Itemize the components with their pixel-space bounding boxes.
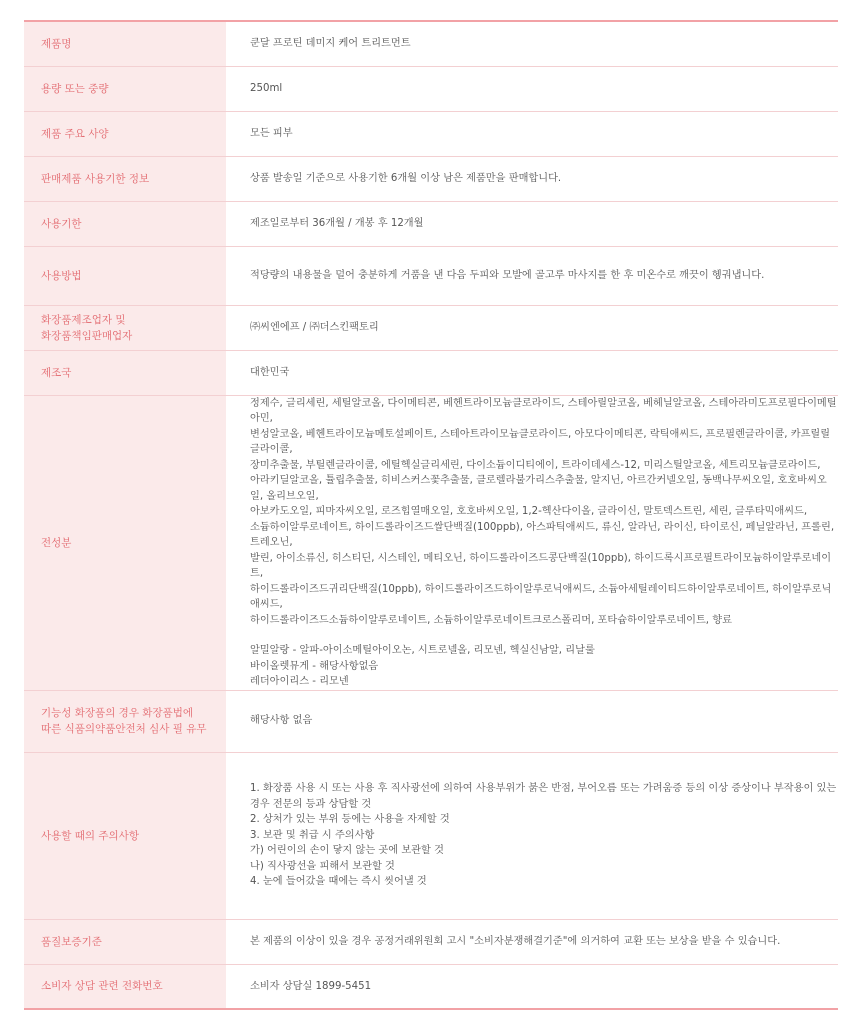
allergen-line: 레더아이리스 - 리모넨 xyxy=(250,676,349,687)
label-ingredients: 전성분 xyxy=(24,395,226,690)
label-functional xyxy=(24,690,226,752)
value-contact: 소비자 상담실 1899-5451 xyxy=(250,980,372,992)
row-specs xyxy=(24,111,838,156)
value-expiry: 제조일로부터 36개월 / 개봉 후 12개월 xyxy=(226,201,838,246)
value-volume: 250ml xyxy=(226,66,838,111)
ingredients-line: 소듐하이알루로네이트, 하이드롤라이즈드쌀단백질(100ppb), 아스파틱애씨드, 류신, 알라닌, 라이신, 타이로신, 페닐알라닌, 프롤린, 트레오닌, xyxy=(250,521,835,548)
value-country: 대한민국 xyxy=(226,350,838,395)
caution-item: 2. 상처가 있는 부위 등에는 사용을 자제할 것 xyxy=(250,814,450,826)
row-expiry-info xyxy=(24,156,838,201)
value-caution xyxy=(226,752,838,919)
value-functional: 해당사항 없음 xyxy=(226,690,838,752)
row-usage xyxy=(24,246,838,305)
row-functional xyxy=(24,690,838,752)
ingredients-line: 하이드롤라이즈드귀리단백질(10ppb), 하이드롤라이즈드하이알루로닉애씨드, 소듐아세틸레이티드하이알루로네이트, 하이알루로닉애씨드, xyxy=(250,583,832,610)
label-functional-line2: 따른 식품의약품안전처 심사 필 유무 xyxy=(41,723,207,735)
ingredients-line: 발린, 아이소류신, 히스티딘, 시스테인, 메티오닌, 하이드롤라이즈드콩단백질(10ppb), 하이드록시프로필트라이모늄하이알루로네이트, xyxy=(250,552,832,579)
row-country xyxy=(24,350,838,395)
product-info-section xyxy=(24,20,838,1010)
label-usage: 사용방법 xyxy=(24,246,226,305)
value-manufacturer: ㈜씨엔에프 / ㈜더스킨팩토리 xyxy=(226,305,838,350)
label-manufacturer xyxy=(24,305,226,350)
label-quality: 품질보증기준 xyxy=(24,919,226,964)
caution-item: 나) 직사광선을 피해서 보관할 것 xyxy=(250,860,395,872)
value-quality: 본 제품의 이상이 있을 경우 공정거래위원회 고시 "소비자분쟁해결기준"에 의거하여 교환 또는 보상을 받을 수 있습니다. xyxy=(226,919,838,964)
ingredients-line: 하이드롤라이즈드소듐하이알루로네이트, 소듐하이알루로네이트크로스폴리머, 포타슘하이알루로네이트, 향료 xyxy=(250,614,732,626)
label-country: 제조국 xyxy=(24,350,226,395)
value-expiry-info: 상품 발송일 기준으로 사용기한 6개월 이상 남은 제품만을 판매합니다. xyxy=(226,156,838,201)
value-ingredients xyxy=(226,395,838,690)
label-functional-line1: 기능성 화장품의 경우 화장품법에 xyxy=(41,707,194,719)
row-ingredients xyxy=(24,395,838,690)
label-contact: 소비자 상담 관련 전화번호 xyxy=(24,964,226,1009)
ingredients-line: 변성알코올, 베헨트라이모늄메토설페이트, 스테아트라이모늄클로라이드, 아모다이메티콘, 락틱애씨드, 프로필렌글라이콜, 카프릴릴글라이콜, xyxy=(250,428,831,455)
ingredients-line: 장미추출물, 부틸렌글라이콜, 에틸헥실글리세린, 다이소듐이디티에이, 트라이데세스-12, 미리스틸알코올, 세트리모늄클로라이드, xyxy=(250,459,821,471)
caution-item: 가) 어린이의 손이 닿지 않는 곳에 보관할 것 xyxy=(250,845,444,857)
allergen-line: 알밀알랑 - 알파-아이소메틸아이오논, 시트로넬올, 리모넨, 헥실신남알, 리날룰 xyxy=(250,645,595,656)
value-specs: 모든 피부 xyxy=(226,111,838,156)
caution-item: 1. 화장품 사용 시 또는 사용 후 직사광선에 의하여 사용부위가 붉은 반점, 부어오름 또는 가려움증 등의 이상 증상이나 부작용이 있는 xyxy=(250,783,837,795)
label-caution: 사용할 때의 주의사항 xyxy=(24,752,226,919)
row-expiry xyxy=(24,201,838,246)
row-contact xyxy=(24,964,838,1009)
allergen-line: 바이올렛뮤게 - 해당사항없음 xyxy=(250,660,379,672)
ingredients-spacer xyxy=(250,628,838,643)
label-product-name: 제품명 xyxy=(24,21,226,66)
value-usage: 적당량의 내용물을 덜어 충분하게 거품을 낸 다음 두피와 모발에 골고루 마사지를 한 후 미온수로 깨끗이 헹궈냅니다. xyxy=(226,246,838,305)
row-caution xyxy=(24,752,838,919)
label-manufacturer-line1: 화장품제조업자 및 xyxy=(41,313,126,326)
row-product-name xyxy=(24,21,838,66)
product-info-table xyxy=(24,20,838,1010)
caution-item: 4. 눈에 들어갔을 때에는 즉시 씻어낼 것 xyxy=(250,876,427,888)
row-volume xyxy=(24,66,838,111)
caution-item: 3. 보관 및 취급 시 주의사항 xyxy=(250,829,375,841)
row-manufacturer xyxy=(24,305,838,350)
caution-list xyxy=(250,781,838,890)
row-quality xyxy=(24,919,838,964)
label-expiry-info: 판매제품 사용기한 정보 xyxy=(24,156,226,201)
value-product-name: 쿤달 프로틴 데미지 케어 트리트먼트 xyxy=(226,21,838,66)
ingredients-line: 아라키딜알코올, 튤립추출물, 히비스커스꽃추출물, 클로렐라불가리스추출물, 알지닌, 아르간커넬오일, 동백나무씨오일, 호호바씨오일, 올리브오일, xyxy=(250,475,827,502)
label-specs: 제품 주요 사양 xyxy=(24,111,226,156)
caution-item: 경우 전문의 등과 상담할 것 xyxy=(250,798,372,810)
label-manufacturer-line2: 화장품책임판매업자 xyxy=(41,329,133,342)
ingredients-line: 정제수, 글리세린, 세틸알코올, 다이메티콘, 베헨트라이모늄클로라이드, 스테아릴알코올, 베헤닐알코올, 스테아라미도프로필다이메틸아민, xyxy=(250,397,837,424)
ingredients-line: 아보카도오일, 피마자씨오일, 로즈힙열매오일, 호호바씨오일, 1,2-헥산다이올, 글라이신, 말토덱스트린, 세린, 글루타믹애씨드, xyxy=(250,506,808,517)
label-volume: 용량 또는 중량 xyxy=(24,66,226,111)
label-expiry: 사용기한 xyxy=(24,201,226,246)
